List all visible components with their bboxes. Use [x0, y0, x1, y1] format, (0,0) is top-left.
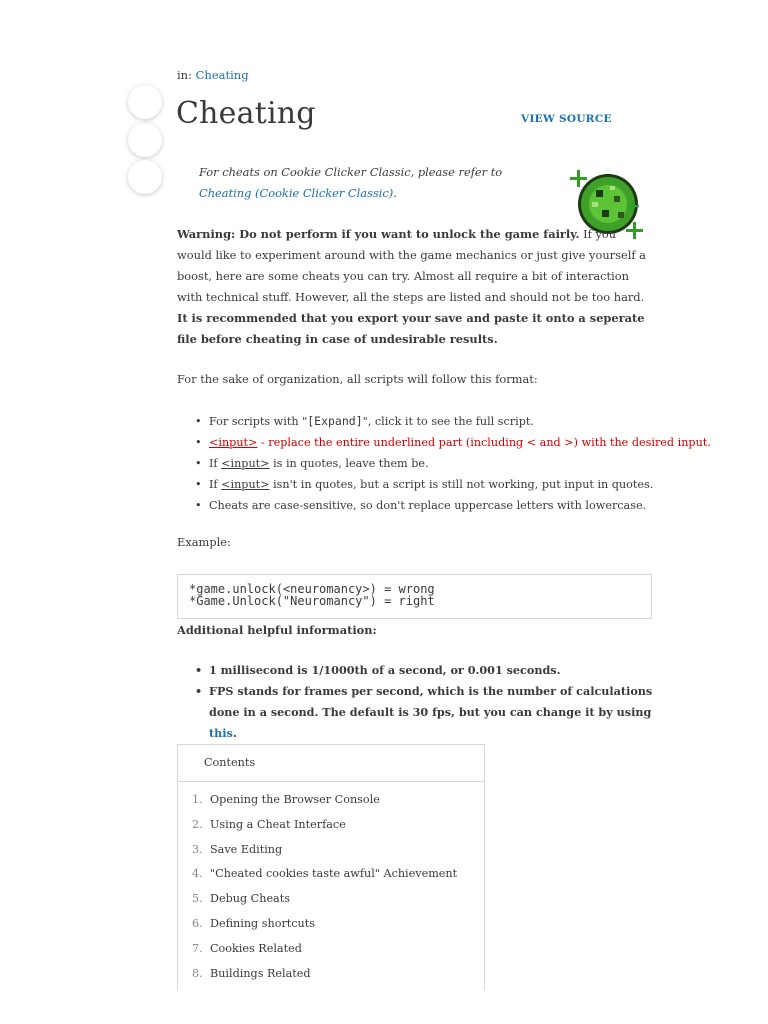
expand-code: [Expand] [307, 414, 363, 428]
toc-item-number: 7. [192, 941, 203, 955]
breadcrumb-prefix: in: [177, 68, 192, 82]
breadcrumb [177, 68, 249, 82]
cookie-highlight [592, 202, 598, 207]
list-item [195, 681, 655, 744]
toc-item-number: 3. [192, 842, 203, 856]
input-placeholder: <input> [221, 457, 270, 470]
list-item [195, 411, 711, 432]
floating-action-button-3[interactable] [128, 160, 162, 194]
toc-item-number: 8. [192, 966, 203, 980]
format-item-1-a: For scripts with " [209, 415, 308, 428]
toc-item[interactable] [192, 966, 484, 991]
warning-paragraph [177, 224, 652, 350]
format-item-3-a: If [209, 457, 222, 470]
toc-item-label[interactable]: Buildings Related [210, 966, 311, 980]
toc-item-label[interactable]: "Cheated cookies taste awful" Achievement [210, 867, 458, 881]
list-item [195, 474, 711, 495]
warning-bold: Warning: Do not perform if you want to unlock the game fairly. [177, 227, 580, 241]
list-item [195, 453, 711, 474]
cookie-chip [614, 196, 620, 202]
toc-item-label[interactable]: Debug Cheats [210, 892, 290, 906]
input-placeholder: <input> [209, 436, 258, 449]
code-line-wrong: *game.unlock(<neuromancy>) = wrong [189, 582, 435, 596]
example-label: Example: [177, 535, 231, 549]
toc-title: Contents [178, 745, 484, 782]
format-item-2-b: - replace the entire underlined part (including < and >) with the desired input. [257, 436, 711, 449]
warning-text: If you would like to experiment around with the game mechanics or just give yourself a boost, here are some cheats you can try. Almost all require a bit of interaction with technical stuff. However, all the steps are listed and should not be too hard. [177, 227, 646, 304]
format-list [195, 411, 711, 516]
code-example-block [177, 574, 652, 619]
toc-item-label[interactable]: Opening the Browser Console [210, 793, 380, 806]
toc-item[interactable] [192, 916, 484, 941]
list-item [195, 432, 711, 453]
note-link-classic-cheating[interactable]: Cheating (Cookie Clicker Classic) [199, 186, 394, 200]
additional-info-heading: Additional helpful information: [177, 623, 377, 637]
fps-link-this[interactable]: this [209, 726, 233, 740]
view-source-button[interactable]: VIEW SOURCE [521, 113, 612, 125]
page-title: Cheating [176, 96, 316, 131]
input-placeholder: <input> [221, 478, 270, 491]
cookie-chip [602, 210, 609, 217]
toc-item-number: 4. [192, 867, 203, 881]
format-item-4-a: If [209, 478, 222, 491]
help-list [195, 660, 655, 744]
help-item-2-text: FPS stands for frames per second, which is the number of calculations done in a second. The default is 30 fps, but you can change it by using [209, 684, 653, 719]
toc-item-label[interactable]: Cookies Related [210, 941, 302, 955]
toc-item-number: 6. [192, 916, 203, 930]
floating-action-button-2[interactable] [128, 123, 162, 157]
code-line-right: *Game.Unlock("Neuromancy") = right [189, 594, 435, 608]
format-item-3-b: is in quotes, leave them be. [269, 457, 429, 470]
note-text: For cheats on Cookie Clicker Classic, please refer to [199, 165, 503, 179]
toc-item-label[interactable]: Using a Cheat Interface [210, 817, 346, 831]
list-item: • Cheats are case-sensitive, so don't replace uppercase letters with lowercase. [195, 495, 711, 516]
toc-item-number: 2. [192, 817, 203, 831]
warning-recommend: It is recommended that you export your save and paste it onto a seperate file before cheating in case of undesirable results. [177, 311, 645, 346]
classic-cheats-note [199, 162, 539, 204]
toc-item[interactable] [192, 866, 484, 891]
toc-item[interactable] [192, 941, 484, 966]
list-item: • 1 millisecond is 1/1000th of a second, or 0.001 seconds. [195, 660, 655, 681]
toc-item-number: 5. [192, 892, 203, 906]
toc-item-number: 1. [192, 793, 203, 806]
floating-action-button-1[interactable] [128, 85, 162, 119]
note-end: . [393, 186, 397, 200]
toc-item[interactable] [192, 817, 484, 842]
breadcrumb-link-cheating[interactable]: Cheating [195, 68, 249, 82]
cookie-chip [596, 190, 603, 197]
cookie-highlight [610, 186, 615, 190]
toc-item-label[interactable]: Defining shortcuts [210, 916, 315, 930]
table-of-contents [177, 744, 485, 990]
toc-item[interactable] [192, 792, 484, 817]
format-item-1-b: ", click it to see the full script. [362, 415, 534, 428]
sparkle-top-left [570, 170, 587, 187]
format-intro: For the sake of organization, all scripts will follow this format: [177, 372, 538, 386]
cookie-chip [618, 212, 624, 218]
toc-item-label[interactable]: Save Editing [210, 842, 283, 856]
toc-item[interactable] [192, 842, 484, 867]
help-item-2-end: . [232, 726, 237, 740]
toc-list [178, 782, 484, 990]
format-item-4-b: isn't in quotes, but a script is still not working, put input in quotes. [269, 478, 654, 491]
toc-item[interactable] [192, 891, 484, 916]
